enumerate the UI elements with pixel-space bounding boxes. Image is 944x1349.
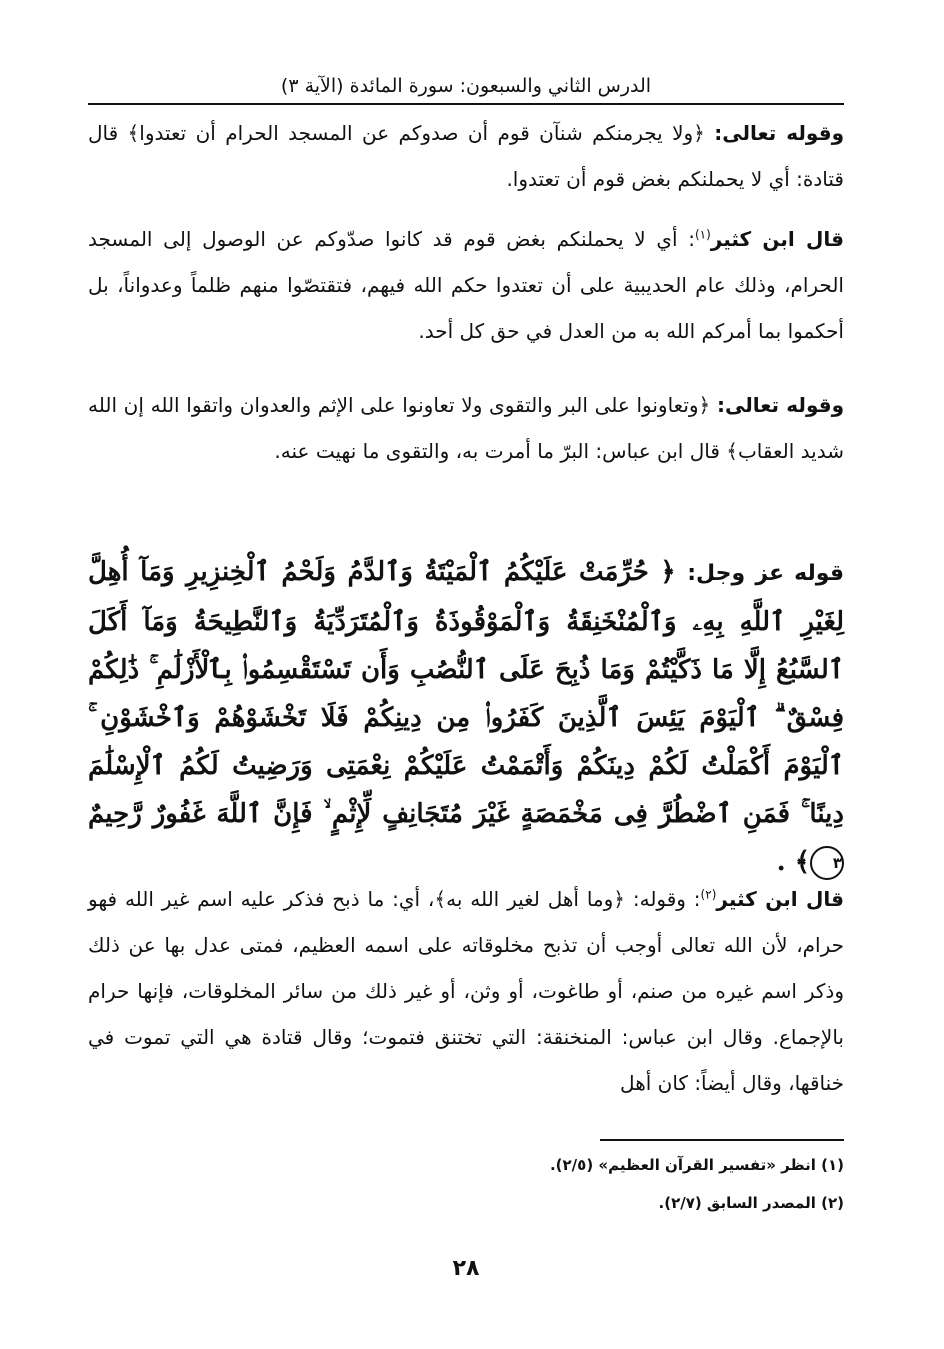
paragraph-2-body: : أي لا يحملنكم بغض قوم قد كانوا صدّوكم عن الوصول إلى المسجد الحرام، وذلك عام الحديبية على أن تعتدوا حكم الله فيهم، فتقتصّوا منهم ظلماً وعدواناً، بل أحكموا بما أمركم الله به من العدل في حق كل أحد. — [88, 227, 844, 343]
paragraph-1-body: ﴿ولا يجرمنكم شنآن قوم أن صدوكم عن المسجد الحرام أن تعتدوا﴾ قال قتادة: أي لا يحملنكم بغض قوم أن تعتدوا. — [88, 121, 844, 191]
paragraph-2-lead: قال ابن كثير — [710, 227, 844, 251]
quran-verse-block — [88, 548, 844, 886]
quran-closing: ﴾ . — [776, 847, 810, 877]
book-page — [88, 0, 844, 1349]
ayah-number-marker: ٣ — [810, 846, 844, 880]
footnote-1: (١) انظر «تفسير القرآن العظيم» (٢/٥). — [549, 1156, 844, 1174]
paragraph-4-body: : وقوله: ﴿وما أهل لغير الله به﴾، أي: ما ذبح فذكر عليه اسم غير الله فهو حرام، لأن الله تعالى أوجب أن تذبح مخلوقاته على اسمه العظيم، فمتى عدل بها عن ذلك وذكر اسم غيره من صنم، أو طاغوت، أو وثن، أو غير ذلك من سائر المخلوقات، فإنها حرام بالإجماع. وقال ابن عباس: المنخنقة: التي تختنق فتموت؛ وقال قتادة هي التي تموت في خناقها، وقال أيضاً: كان أهل — [88, 887, 844, 1095]
footnote-divider — [600, 1139, 844, 1141]
paragraph-4 — [88, 876, 844, 1106]
header-divider — [88, 103, 844, 105]
quran-verse-text: ﴿ حُرِّمَتْ عَلَيْكُمُ ٱلْمَيْتَةُ وَٱلدَّمُ وَلَحْمُ ٱلْخِنزِيرِ وَمَآ أُهِلَّ لِغَيْرِ ٱللَّهِ بِهِۦ وَٱلْمُنْخَنِقَةُ وَٱلْمَوْقُوذَةُ وَٱلْمُتَرَدِّيَةُ وَٱلنَّطِيحَةُ وَمَآ أَكَلَ ٱلسَّبُعُ إِلَّا مَا ذَكَّيْتُمْ وَمَا ذُبِحَ عَلَى ٱلنُّصُبِ وَأَن تَسْتَقْسِمُوا۟ بِٱلْأَزْلَٰمِ ۚ ذَٰلِكُمْ فِسْقٌ ۗ ٱلْيَوْمَ يَئِسَ ٱلَّذِينَ كَفَرُوا۟ مِن دِينِكُمْ فَلَا تَخْشَوْهُمْ وَٱخْشَوْنِ ۚ ٱلْيَوْمَ أَكْمَلْتُ لَكُمْ دِينَكُمْ وَأَتْمَمْتُ عَلَيْكُمْ نِعْمَتِى وَرَضِيتُ لَكُمُ ٱلْإِسْلَٰمَ دِينًا ۚ فَمَنِ ٱضْطُرَّ فِى مَخْمَصَةٍ غَيْرَ مُتَجَانِفٍ لِّإِثْمٍ ۙ فَإِنَّ ٱللَّهَ غَفُورٌ رَّحِيمٌ — [88, 557, 844, 829]
paragraph-1-lead: وقوله تعالى: — [714, 121, 845, 145]
paragraph-3 — [88, 382, 844, 474]
footnote-2: (٢) المصدر السابق (٢/٧). — [658, 1194, 844, 1212]
paragraph-4-lead: قال ابن كثير — [716, 887, 844, 911]
footnote-ref-2: (٢) — [700, 887, 717, 902]
paragraph-3-lead: وقوله تعالى: — [716, 393, 845, 417]
page-number: ٢٨ — [452, 1256, 480, 1281]
running-header: الدرس الثاني والسبعون: سورة المائدة (الآية ٣) — [280, 75, 652, 97]
paragraph-1 — [88, 110, 844, 202]
quran-lead: قوله عز وجل: — [687, 561, 844, 586]
paragraph-2 — [88, 216, 844, 354]
footnote-ref-1: (١) — [694, 227, 711, 242]
paragraph-3-body: ﴿وتعاونوا على البر والتقوى ولا تعاونوا على الإثم والعدوان واتقوا الله إن الله شديد العقاب﴾ قال ابن عباس: البرّ ما أمرت به، والتقوى ما نهيت عنه. — [88, 393, 844, 463]
